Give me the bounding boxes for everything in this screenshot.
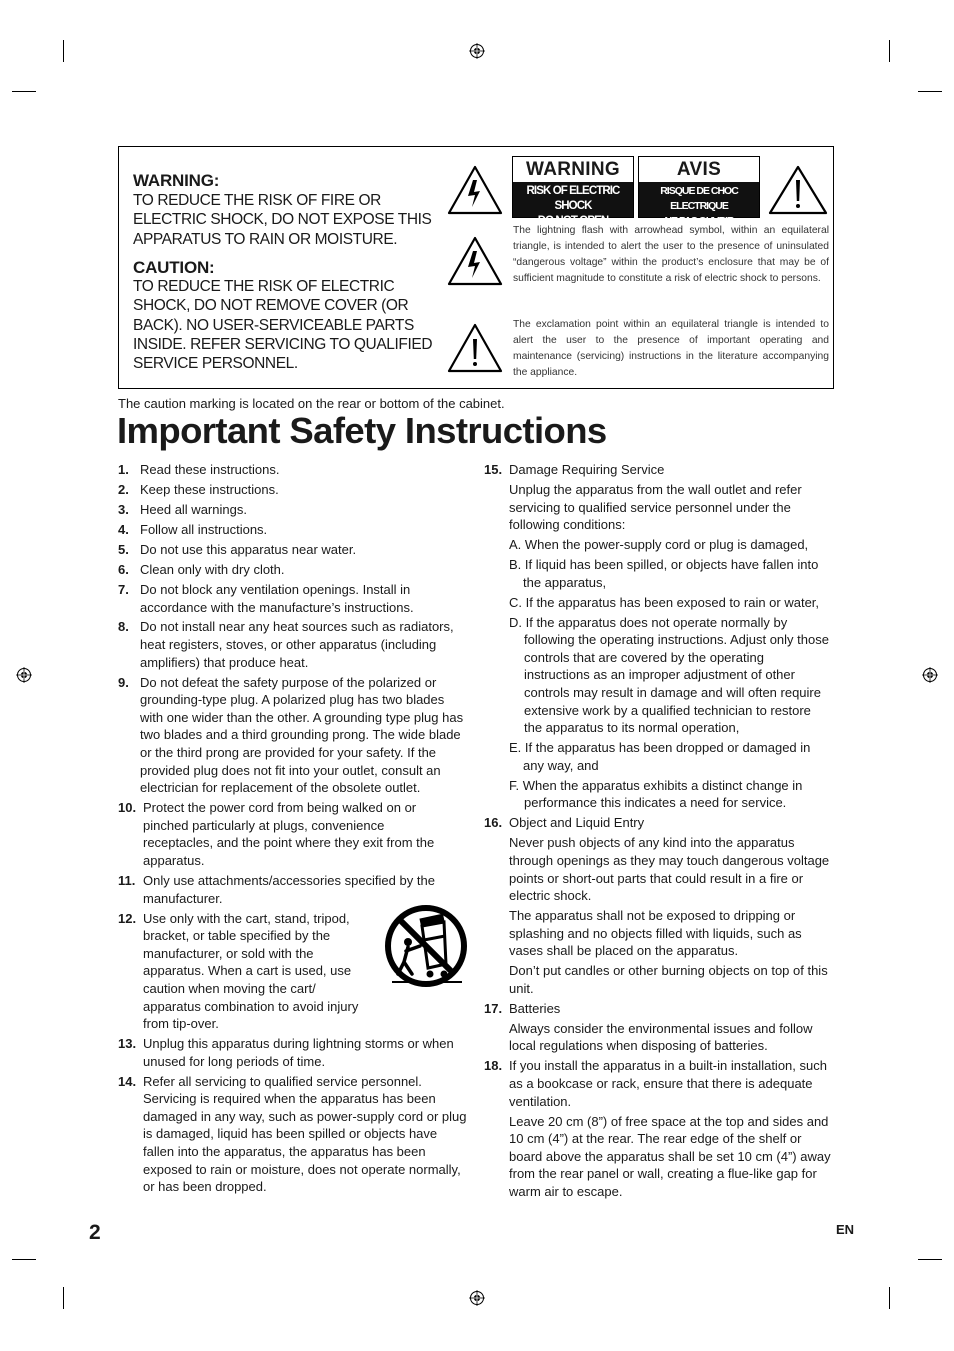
warning-label [512,156,634,227]
caution-note: The caution marking is located on the rear or bottom of the cabinet. [118,396,505,411]
list-item [118,481,470,499]
item-number: 2. [118,481,129,497]
item-number: 16. [484,815,503,831]
item-number: 7. [118,581,129,597]
registration-mark-icon [16,667,32,683]
list-item [118,581,470,616]
warning-box [118,146,834,389]
list-item [118,618,470,671]
registration-mark-icon [469,43,485,59]
crop-mark [918,1259,942,1260]
item-number: 15. [484,462,503,477]
item-paragraph: Unplug the apparatus from the wall outlet and refer servicing to qualified service personnel under the following conditions: [509,481,802,533]
instructions-left-column [118,461,470,1198]
item-number: 1. [118,462,129,477]
item-number: 3. [118,501,129,517]
warning-label-title: WARNING [526,159,620,180]
lightning-description: The lightning flash with arrowhead symbol, within an equilateral triangle, is intended to alert the user to the presence of uninsulated “dangerous voltage” within the product’s enclosure that may be of sufficient magnitude to constitute a risk of electric shock to persons. [513,225,829,285]
crop-mark [889,1287,890,1309]
cart-tipover-icon [384,904,468,988]
crop-mark [12,1259,36,1260]
item-number: 11. [118,872,136,888]
warning-text: TO REDUCE THE RISK OF FIRE OR ELECTRIC SHOCK, DO NOT EXPOSE THIS APPARATUS TO RAIN OR MOISTURE. [133,192,432,248]
list-item [118,674,470,797]
caution-heading: CAUTION: [133,258,215,277]
language-code: EN [836,1222,855,1237]
list-item [484,461,832,812]
registration-mark-icon [922,667,938,683]
item-text: Protect the power cord from being walked on or pinched particularly at plugs, convenience receptacles, and the point where they exit from the apparatus. [143,800,435,868]
avis-label-title: AVIS [676,159,722,180]
item-text: Do not use this apparatus near water. [140,541,357,557]
item-text: Refer all servicing to qualified service personnel. Servicing is required when the apparatus has been damaged in any way, such as power-supply cord or plug is damaged, liquid has been spilled or objects have fallen into the apparatus, the apparatus has been exposed to rain or moisture, does not operate normally, or has been dropped. [143,1073,467,1195]
warning-label-line1: RISK OF ELECTRIC SHOCK [526,185,620,212]
item-number: 10. [118,800,137,816]
crop-mark [889,40,890,62]
crop-mark [12,91,36,92]
item-text: Batteries [509,1000,561,1016]
avis-label-line2: NE PAS OUVRIR [664,215,734,227]
list-item [118,501,470,519]
item-text: Only use attachments/accessories specified by the manufacturer. [143,872,435,906]
item-number: 6. [118,561,129,577]
list-item [118,1035,470,1070]
exclamation-triangle-icon [446,322,504,374]
list-item [118,872,470,907]
item-text: Keep these instructions. [140,481,279,497]
sub-item: D. If the apparatus does not operate normally by following the operating instructions. Adjust only those controls that are covered by the operating instructions as an improper adjustment of other controls may result in damage and will often require extensive work by a qualified technician to restore the apparatus to its normal operation, [509,614,829,736]
list-item [118,461,470,479]
item-number: 8. [118,619,129,635]
item-text: Object and Liquid Entry [509,815,645,831]
item-text: Clean only with dry cloth. [140,561,285,577]
item-number: 5. [118,541,129,557]
warning-label-band [513,182,633,227]
item-paragraph: Don’t put candles or other burning objects on top of this unit. [509,963,828,996]
item-paragraph: Never push objects of any kind into the apparatus through openings as they may touch dangerous voltage points or short-out parts that could result in a fire or electric shock. [509,835,830,904]
item-paragraph: Leave 20 cm (8”) of free space at the top and sides and 10 cm (4”) at the rear. The rear edge of the shelf or board above the apparatus shall be set 10 cm (4”) away from the rear panel or wall, creating a flue-like gap for warm air to escape. [509,1113,831,1200]
item-text: Do not defeat the safety purpose of the polarized or grounding-type plug. A polarized plug has two blades with one wider than the other. A grounding type plug has two blades and a third grounding prong. The wide blade or the third prong are provided for your safety. If the provided plug does not fit into your outlet, consult an electrician for replacement of the obsolete outlet. [140,674,464,796]
crop-mark [918,91,942,92]
list-item [484,1057,832,1200]
list-item [484,1000,832,1055]
list-item [118,1073,470,1196]
lightning-triangle-icon [446,164,504,216]
crop-mark [63,1287,64,1309]
item-text: Use only with the cart, stand, tripod, bracket, or table specified by the manufacturer, or sold with the apparatus. When a cart is used, use caution when moving the cart/ apparatus combination to avoid injury from tip-over. [143,910,359,1032]
item-number: 12. [118,910,137,926]
warning-label-line2: DO NOT OPEN [537,215,609,227]
item-number: 13. [118,1036,137,1052]
item-text: Heed all warnings. [140,501,247,517]
item-number: 17. [484,1000,503,1016]
exclamation-description: The exclamation point within an equilateral triangle is intended to alert the user to the presence of important operating and maintenance (servicing) instructions in the literature accompanying the appliance. [513,319,829,379]
avis-label-band [639,182,759,227]
list-item [118,910,470,1033]
registration-mark-icon [469,1290,485,1306]
list-item [484,814,832,997]
item-text: Unplug this apparatus during lightning storms or when unused for long periods of time. [143,1036,454,1069]
page-number: 2 [89,1221,101,1244]
item-paragraph: The apparatus shall not be exposed to dripping or splashing and no objects filled with liquids, such as vases shall be placed on the apparatus. [509,908,802,959]
crop-mark [63,40,64,62]
item-text: If you install the apparatus in a built-in installation, such as a bookcase or rack, ensure that there is adequate ventilation. [509,1058,827,1109]
item-number: 18. [484,1058,503,1074]
sub-item: F. When the apparatus exhibits a distinct change in performance this indicates a need for service. [509,777,803,811]
list-item [118,799,470,869]
item-text: Do not install near any heat sources such as radiators, heat registers, stoves, or other apparatus (including amplifiers) that produce heat. [140,619,454,670]
list-item [118,521,470,539]
item-number: 14. [118,1073,137,1089]
caution-text: TO REDUCE THE RISK OF ELECTRIC SHOCK, DO NOT REMOVE COVER (OR BACK). NO USER-SERVICEABLE PARTS INSIDE. REFER SERVICING TO QUALIFIED SERVICE PERSONNEL. [133,278,433,373]
item-text: Damage Requiring Service [509,462,665,477]
item-paragraph: Always consider the environmental issues and follow local regulations when disposing of batteries. [509,1020,813,1054]
exclamation-triangle-icon [767,164,829,216]
instructions-right-column [484,461,832,1203]
item-text: Read these instructions. [140,462,280,477]
item-text: Follow all instructions. [140,521,268,537]
item-text: Do not block any ventilation openings. Install in accordance with the manufacture’s instructions. [140,581,414,615]
avis-label-line1: RISQUE DE CHOC ELECTRIQUE [660,185,738,212]
sub-item: A. When the power-supply cord or plug is damaged, [509,537,809,553]
sub-item: E. If the apparatus has been dropped or damaged in any way, and [509,740,811,773]
avis-label [638,156,760,227]
item-number: 9. [118,674,129,690]
item-number: 4. [118,521,129,537]
list-item [118,561,470,579]
lightning-triangle-icon [446,235,504,287]
sub-item: C. If the apparatus has been exposed to rain or water, [509,594,820,610]
list-item [118,541,470,559]
sub-item: B. If liquid has been spilled, or objects have fallen into the apparatus, [509,557,819,590]
warning-heading: WARNING: [133,171,220,190]
page-title: Important Safety Instructions [117,410,607,451]
